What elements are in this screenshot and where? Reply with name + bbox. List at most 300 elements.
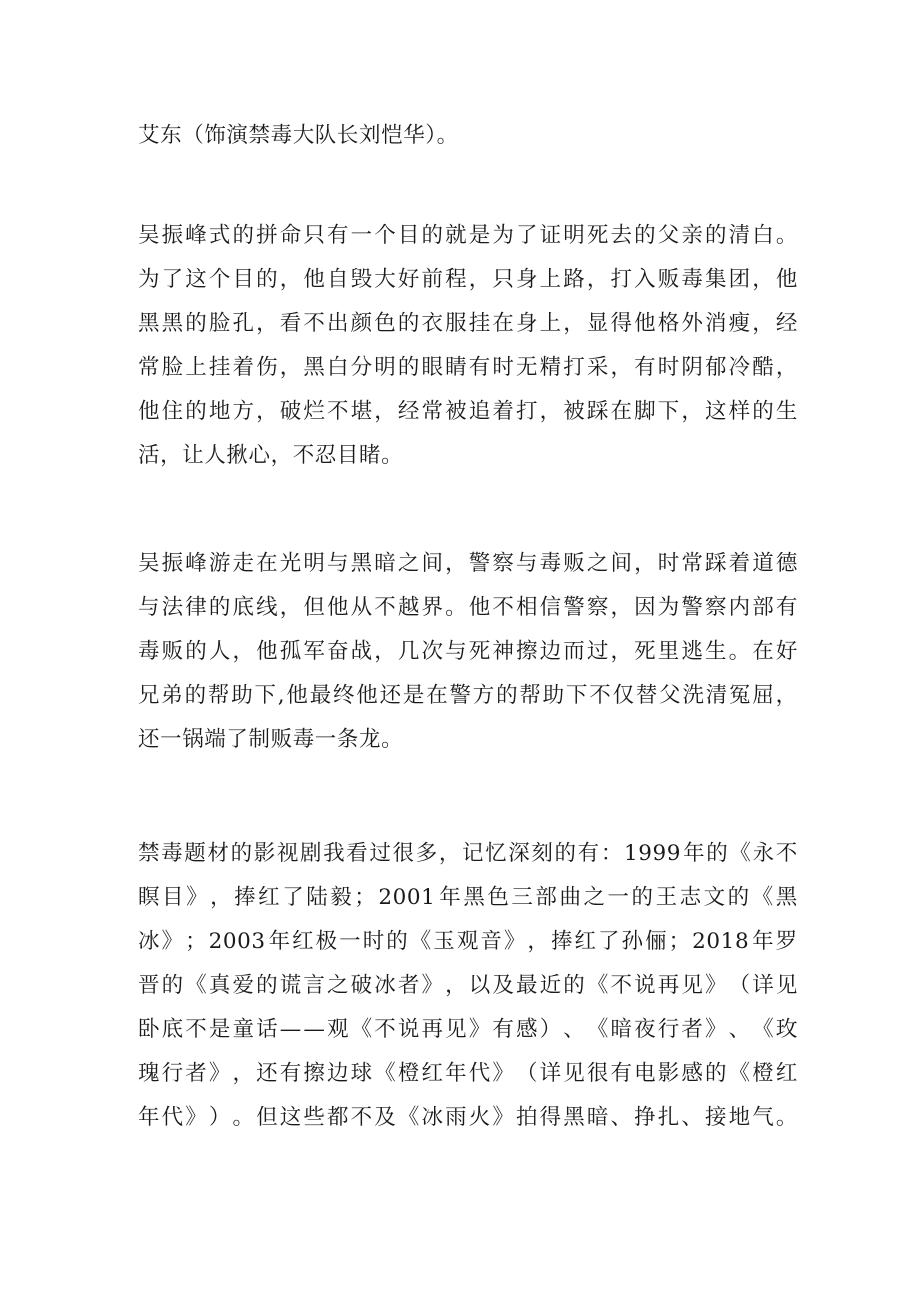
glyph: 为 (138, 267, 161, 292)
glyph: 的 (184, 683, 207, 708)
glyph: 破 (350, 973, 373, 998)
glyph: 红 (574, 929, 597, 954)
glyph: 无 (516, 355, 539, 380)
glyph: 2018 (692, 929, 750, 954)
glyph: 雨 (445, 1105, 468, 1130)
glyph: 这 (279, 1105, 302, 1130)
glyph: 的 (256, 267, 279, 292)
glyph: 了 (161, 267, 184, 292)
glyph: 目 (397, 223, 420, 248)
glyph: 格 (657, 311, 680, 336)
glyph: 常 (421, 399, 444, 424)
text-line: 艾东（饰演禁毒大队长刘恺华）。 (138, 123, 459, 148)
glyph: 行 (657, 1017, 680, 1042)
glyph: 里 (657, 639, 680, 664)
glyph: 不 (303, 311, 326, 336)
glyph: 常 (138, 355, 161, 380)
glyph: 年 (439, 885, 462, 910)
glyph: 感 (516, 1017, 539, 1042)
glyph: ， (438, 841, 461, 866)
glyph: 屈 (752, 683, 775, 708)
glyph: 贩 (657, 267, 680, 292)
glyph: 从 (350, 595, 373, 620)
glyph: 瞑 (138, 885, 161, 910)
glyph: 的 (705, 1061, 728, 1086)
glyph: ， (210, 885, 233, 910)
glyph: 多 (415, 841, 438, 866)
glyph: 战 (350, 639, 373, 664)
glyph: 冰 (374, 973, 397, 998)
glyph: 他 (138, 399, 161, 424)
glyph: ， (586, 267, 609, 292)
glyph: 》 (185, 1105, 208, 1130)
text-line-content (138, 306, 798, 342)
glyph: 毒 (539, 551, 562, 576)
glyph: 只 (492, 267, 515, 292)
glyph: 之 (586, 551, 609, 576)
glyph: 相 (516, 595, 539, 620)
glyph: 接 (705, 1105, 728, 1130)
glyph: 死 (634, 639, 657, 664)
glyph: ） (208, 1105, 231, 1130)
glyph: 色 (487, 885, 510, 910)
glyph: 影 (657, 1061, 680, 1086)
glyph: 说 (634, 973, 657, 998)
glyph: 一 (350, 223, 373, 248)
glyph: 打 (516, 399, 539, 424)
glyph: 见 (775, 973, 798, 998)
glyph: 自 (327, 267, 350, 292)
text-line-content (138, 634, 798, 670)
glyph: 年 (752, 929, 775, 954)
glyph: 他 (286, 683, 309, 708)
glyph: 生 (775, 399, 798, 424)
glyph: 有 (610, 1061, 633, 1086)
glyph: 就 (445, 223, 468, 248)
glyph: 者 (185, 1061, 208, 1086)
glyph: 底 (232, 595, 255, 620)
text-line (138, 1056, 798, 1092)
glyph: 红 (292, 929, 315, 954)
glyph: 《 (397, 1105, 420, 1130)
glyph: 与 (445, 639, 468, 664)
glyph: 方 (232, 399, 255, 424)
glyph: 暗 (586, 1105, 609, 1130)
glyph: 的 (634, 223, 657, 248)
glyph: 在 (610, 399, 633, 424)
glyph: （ (516, 1061, 539, 1086)
glyph: 过 (369, 841, 392, 866)
glyph: 的 (185, 399, 208, 424)
text-line-content (138, 924, 798, 960)
glyph: 被 (563, 399, 586, 424)
glyph: 察 (492, 551, 515, 576)
glyph: 晋 (138, 973, 161, 998)
glyph: 红 (775, 1061, 798, 1086)
glyph: 真 (208, 973, 231, 998)
glyph: 而 (563, 639, 586, 664)
glyph: 。 (728, 639, 751, 664)
glyph: 《 (751, 885, 774, 910)
glyph: 、 (681, 1105, 704, 1130)
text-line: 还一锅端了制贩毒一条龙。 (138, 727, 404, 752)
glyph: 冰 (138, 929, 161, 954)
glyph: 分 (350, 355, 373, 380)
glyph: 》 (492, 1061, 515, 1086)
glyph: 道 (752, 551, 775, 576)
glyph: 谎 (279, 973, 302, 998)
glyph: 者 (681, 1017, 704, 1042)
glyph: 被 (445, 399, 468, 424)
glyph: 的 (386, 929, 409, 954)
glyph: 程 (445, 267, 468, 292)
glyph: 不 (610, 973, 633, 998)
glyph: 深 (508, 841, 531, 866)
glyph: 电 (634, 1061, 657, 1086)
glyph: 一 (607, 885, 630, 910)
glyph: 帮 (519, 683, 542, 708)
glyph: 最 (516, 973, 539, 998)
glyph: 上 (185, 355, 208, 380)
glyph: 郁 (705, 355, 728, 380)
glyph: 越 (397, 595, 420, 620)
glyph: 显 (586, 311, 609, 336)
glyph: 的 (706, 841, 729, 866)
glyph: 与 (138, 595, 161, 620)
glyph: 着 (728, 551, 751, 576)
glyph: 擦 (516, 639, 539, 664)
glyph: 脚 (634, 399, 657, 424)
glyph: 界 (421, 595, 444, 620)
glyph: 脸 (161, 355, 184, 380)
glyph: 音 (480, 929, 503, 954)
glyph: 的 (563, 973, 586, 998)
paragraph-character-motive (138, 218, 798, 482)
glyph: 毅 (330, 885, 353, 910)
glyph: 1999 (623, 841, 682, 866)
glyph: 记 (461, 841, 485, 866)
glyph: （ (728, 973, 751, 998)
text-line (138, 218, 798, 254)
glyph: 破 (279, 399, 302, 424)
glyph: 清 (705, 683, 728, 708)
glyph: 、 (563, 1017, 586, 1042)
glyph: 《 (729, 841, 752, 866)
glyph: 孤 (279, 639, 302, 664)
glyph: 清 (728, 223, 751, 248)
glyph: 去 (610, 223, 633, 248)
glyph: 者 (397, 973, 420, 998)
glyph: 之 (397, 551, 420, 576)
glyph: 《 (586, 973, 609, 998)
glyph: 详 (539, 1061, 562, 1086)
glyph: 拼 (256, 223, 279, 248)
glyph: 住 (161, 399, 184, 424)
glyph: ， (279, 267, 302, 292)
glyph: 上 (539, 267, 562, 292)
glyph: 冷 (728, 355, 751, 380)
glyph: 话 (256, 1017, 279, 1042)
glyph: 警 (449, 683, 472, 708)
glyph: 他 (775, 267, 798, 292)
glyph: 他 (634, 311, 657, 336)
glyph: ， (374, 639, 397, 664)
glyph: 。 (445, 595, 468, 620)
glyph: 《 (374, 1061, 397, 1086)
glyph: 忆 (485, 841, 508, 866)
glyph: 常 (681, 551, 704, 576)
glyph: 的 (397, 311, 420, 336)
glyph: 志 (679, 885, 702, 910)
glyph: 有 (468, 355, 491, 380)
glyph: ， (681, 399, 704, 424)
glyph: 孙 (621, 929, 644, 954)
glyph: 气 (752, 1105, 775, 1130)
text-line (138, 924, 798, 960)
glyph: 阴 (681, 355, 704, 380)
glyph: 的 (496, 683, 519, 708)
glyph: 看 (346, 841, 369, 866)
glyph: 毒 (681, 267, 704, 292)
glyph: 捧 (234, 885, 257, 910)
glyph: 代 (468, 1061, 491, 1086)
glyph: 边 (327, 1061, 350, 1086)
glyph: 线 (256, 595, 279, 620)
glyph: 我 (323, 841, 346, 866)
glyph: 。 (232, 1105, 255, 1130)
glyph: 、 (610, 1105, 633, 1130)
glyph: 的 (727, 885, 750, 910)
glyph: 经 (397, 399, 420, 424)
glyph: 堪 (350, 399, 373, 424)
glyph: 时 (657, 551, 680, 576)
glyph: 》 (421, 973, 444, 998)
glyph: 因 (634, 595, 657, 620)
glyph: 游 (208, 551, 231, 576)
text-line (138, 1012, 798, 1048)
glyph: 瘦 (728, 311, 751, 336)
text-line-content (138, 880, 798, 916)
glyph: 好 (397, 267, 420, 292)
glyph: 些 (303, 1105, 326, 1130)
glyph: 德 (775, 551, 798, 576)
glyph: 父 (657, 223, 680, 248)
text-line-content (138, 1056, 798, 1092)
glyph: 橙 (752, 1061, 775, 1086)
glyph: 毒 (161, 841, 184, 866)
glyph: 》 (705, 1017, 728, 1042)
glyph: 明 (563, 223, 586, 248)
glyph: 红 (258, 885, 281, 910)
glyph: 外 (681, 311, 704, 336)
glyph: 影 (253, 841, 276, 866)
glyph: 有 (634, 355, 657, 380)
glyph: 律 (185, 595, 208, 620)
glyph: 走 (232, 551, 255, 576)
glyph: 察 (586, 595, 609, 620)
glyph: 童 (232, 1017, 255, 1042)
glyph: 玉 (433, 929, 456, 954)
glyph: 生 (705, 639, 728, 664)
glyph: 的 (705, 223, 728, 248)
glyph: 终 (333, 683, 356, 708)
text-line (138, 968, 798, 1004)
glyph: 《 (752, 1017, 775, 1042)
glyph: 不 (775, 841, 798, 866)
glyph: 卧 (138, 1017, 161, 1042)
glyph: 他 (327, 595, 350, 620)
glyph: 但 (303, 595, 326, 620)
glyph: 》 (186, 885, 209, 910)
glyph: 暗 (610, 1017, 633, 1042)
glyph: 夜 (634, 1017, 657, 1042)
glyph: 颜 (350, 311, 373, 336)
text-line: 活，让人揪心，不忍目睹。 (138, 443, 404, 468)
glyph: 这 (185, 267, 208, 292)
glyph: ； (354, 885, 377, 910)
glyph: 黑 (775, 885, 798, 910)
glyph: 还 (256, 1061, 279, 1086)
glyph: 人 (208, 639, 231, 664)
glyph: ， (256, 399, 279, 424)
text-line-content (138, 1012, 798, 1048)
glyph: 逃 (681, 639, 704, 664)
glyph: 峰 (185, 551, 208, 576)
glyph: ， (610, 639, 633, 664)
text-line-content (138, 350, 798, 386)
glyph: 》 (468, 1017, 491, 1042)
glyph: ， (752, 267, 775, 292)
glyph: ， (232, 1061, 255, 1086)
glyph: 吴 (138, 551, 161, 576)
glyph: 》 (208, 1061, 231, 1086)
glyph: 为 (492, 223, 515, 248)
glyph: 追 (468, 399, 491, 424)
glyph: 火 (468, 1105, 491, 1130)
glyph: ， (256, 311, 279, 336)
glyph: 不 (374, 1017, 397, 1042)
glyph: 神 (492, 639, 515, 664)
glyph: 的 (161, 973, 184, 998)
glyph: 样 (728, 399, 751, 424)
glyph: 以 (468, 973, 491, 998)
glyph: 》 (705, 973, 728, 998)
glyph: 着 (492, 399, 515, 424)
glyph: 了 (516, 223, 539, 248)
glyph: 陆 (306, 885, 329, 910)
text-line (138, 590, 798, 626)
glyph: 察 (705, 595, 728, 620)
glyph: 是 (402, 683, 425, 708)
glyph: 不 (185, 1017, 208, 1042)
glyph: 在 (426, 683, 449, 708)
text-line (138, 262, 798, 298)
glyph: 材 (207, 841, 230, 866)
glyph: 吴 (138, 223, 161, 248)
glyph: 间 (421, 551, 444, 576)
glyph: 伤 (256, 355, 279, 380)
glyph: 》 (492, 1105, 515, 1130)
glyph: 行 (161, 1061, 184, 1086)
glyph: 间 (610, 551, 633, 576)
glyph: 弟 (161, 683, 184, 708)
glyph: 言 (303, 973, 326, 998)
glyph: 打 (563, 355, 586, 380)
glyph: 不 (374, 595, 397, 620)
glyph: 睛 (445, 355, 468, 380)
glyph: 命 (279, 223, 302, 248)
glyph: 再 (657, 973, 680, 998)
glyph: 擦 (303, 1061, 326, 1086)
glyph: 不 (327, 399, 350, 424)
glyph: 了 (282, 885, 305, 910)
glyph: ， (539, 399, 562, 424)
glyph: 眼 (421, 355, 444, 380)
glyph: 警 (563, 595, 586, 620)
glyph: 时 (362, 929, 385, 954)
glyph: 及 (492, 973, 515, 998)
glyph: 次 (421, 639, 444, 664)
glyph: 在 (492, 311, 515, 336)
glyph: 罗 (775, 929, 798, 954)
glyph: 之 (327, 973, 350, 998)
glyph: 团 (728, 267, 751, 292)
glyph: 2001 (378, 885, 436, 910)
text-line (138, 546, 798, 582)
glyph: 及 (374, 1105, 397, 1130)
glyph: 个 (208, 267, 231, 292)
glyph: 得 (610, 311, 633, 336)
text-line-content (138, 678, 798, 714)
glyph: 消 (705, 311, 728, 336)
glyph: ； (185, 929, 208, 954)
text-line-content (138, 1100, 798, 1136)
glyph: ） (539, 1017, 562, 1042)
glyph: 的 (185, 639, 208, 664)
glyph: 的 (421, 223, 444, 248)
glyph: 军 (303, 639, 326, 664)
glyph: 信 (539, 595, 562, 620)
glyph: 近 (539, 973, 562, 998)
glyph: 。 (775, 223, 798, 248)
glyph: 他 (303, 267, 326, 292)
glyph: 踩 (586, 399, 609, 424)
glyph: 见 (445, 1017, 468, 1042)
glyph: 一 (339, 929, 362, 954)
glyph: 前 (421, 267, 444, 292)
glyph: 黑 (161, 311, 184, 336)
glyph: ， (610, 595, 633, 620)
glyph: ， (775, 355, 798, 380)
glyph: 有 (279, 1061, 302, 1086)
glyph: 的 (397, 355, 420, 380)
glyph: 了 (598, 929, 621, 954)
glyph: 有 (492, 1017, 515, 1042)
text-line (138, 350, 798, 386)
glyph: 酷 (752, 355, 775, 380)
glyph: 的 (631, 885, 654, 910)
glyph: 亲 (681, 223, 704, 248)
text-line (138, 880, 798, 916)
text-line-content (138, 546, 798, 582)
glyph: 上 (539, 311, 562, 336)
glyph: 刻 (531, 841, 554, 866)
glyph: ， (527, 929, 550, 954)
glyph: ： (600, 841, 623, 866)
glyph: 仅 (612, 683, 635, 708)
glyph: 振 (161, 223, 184, 248)
glyph: 见 (681, 973, 704, 998)
